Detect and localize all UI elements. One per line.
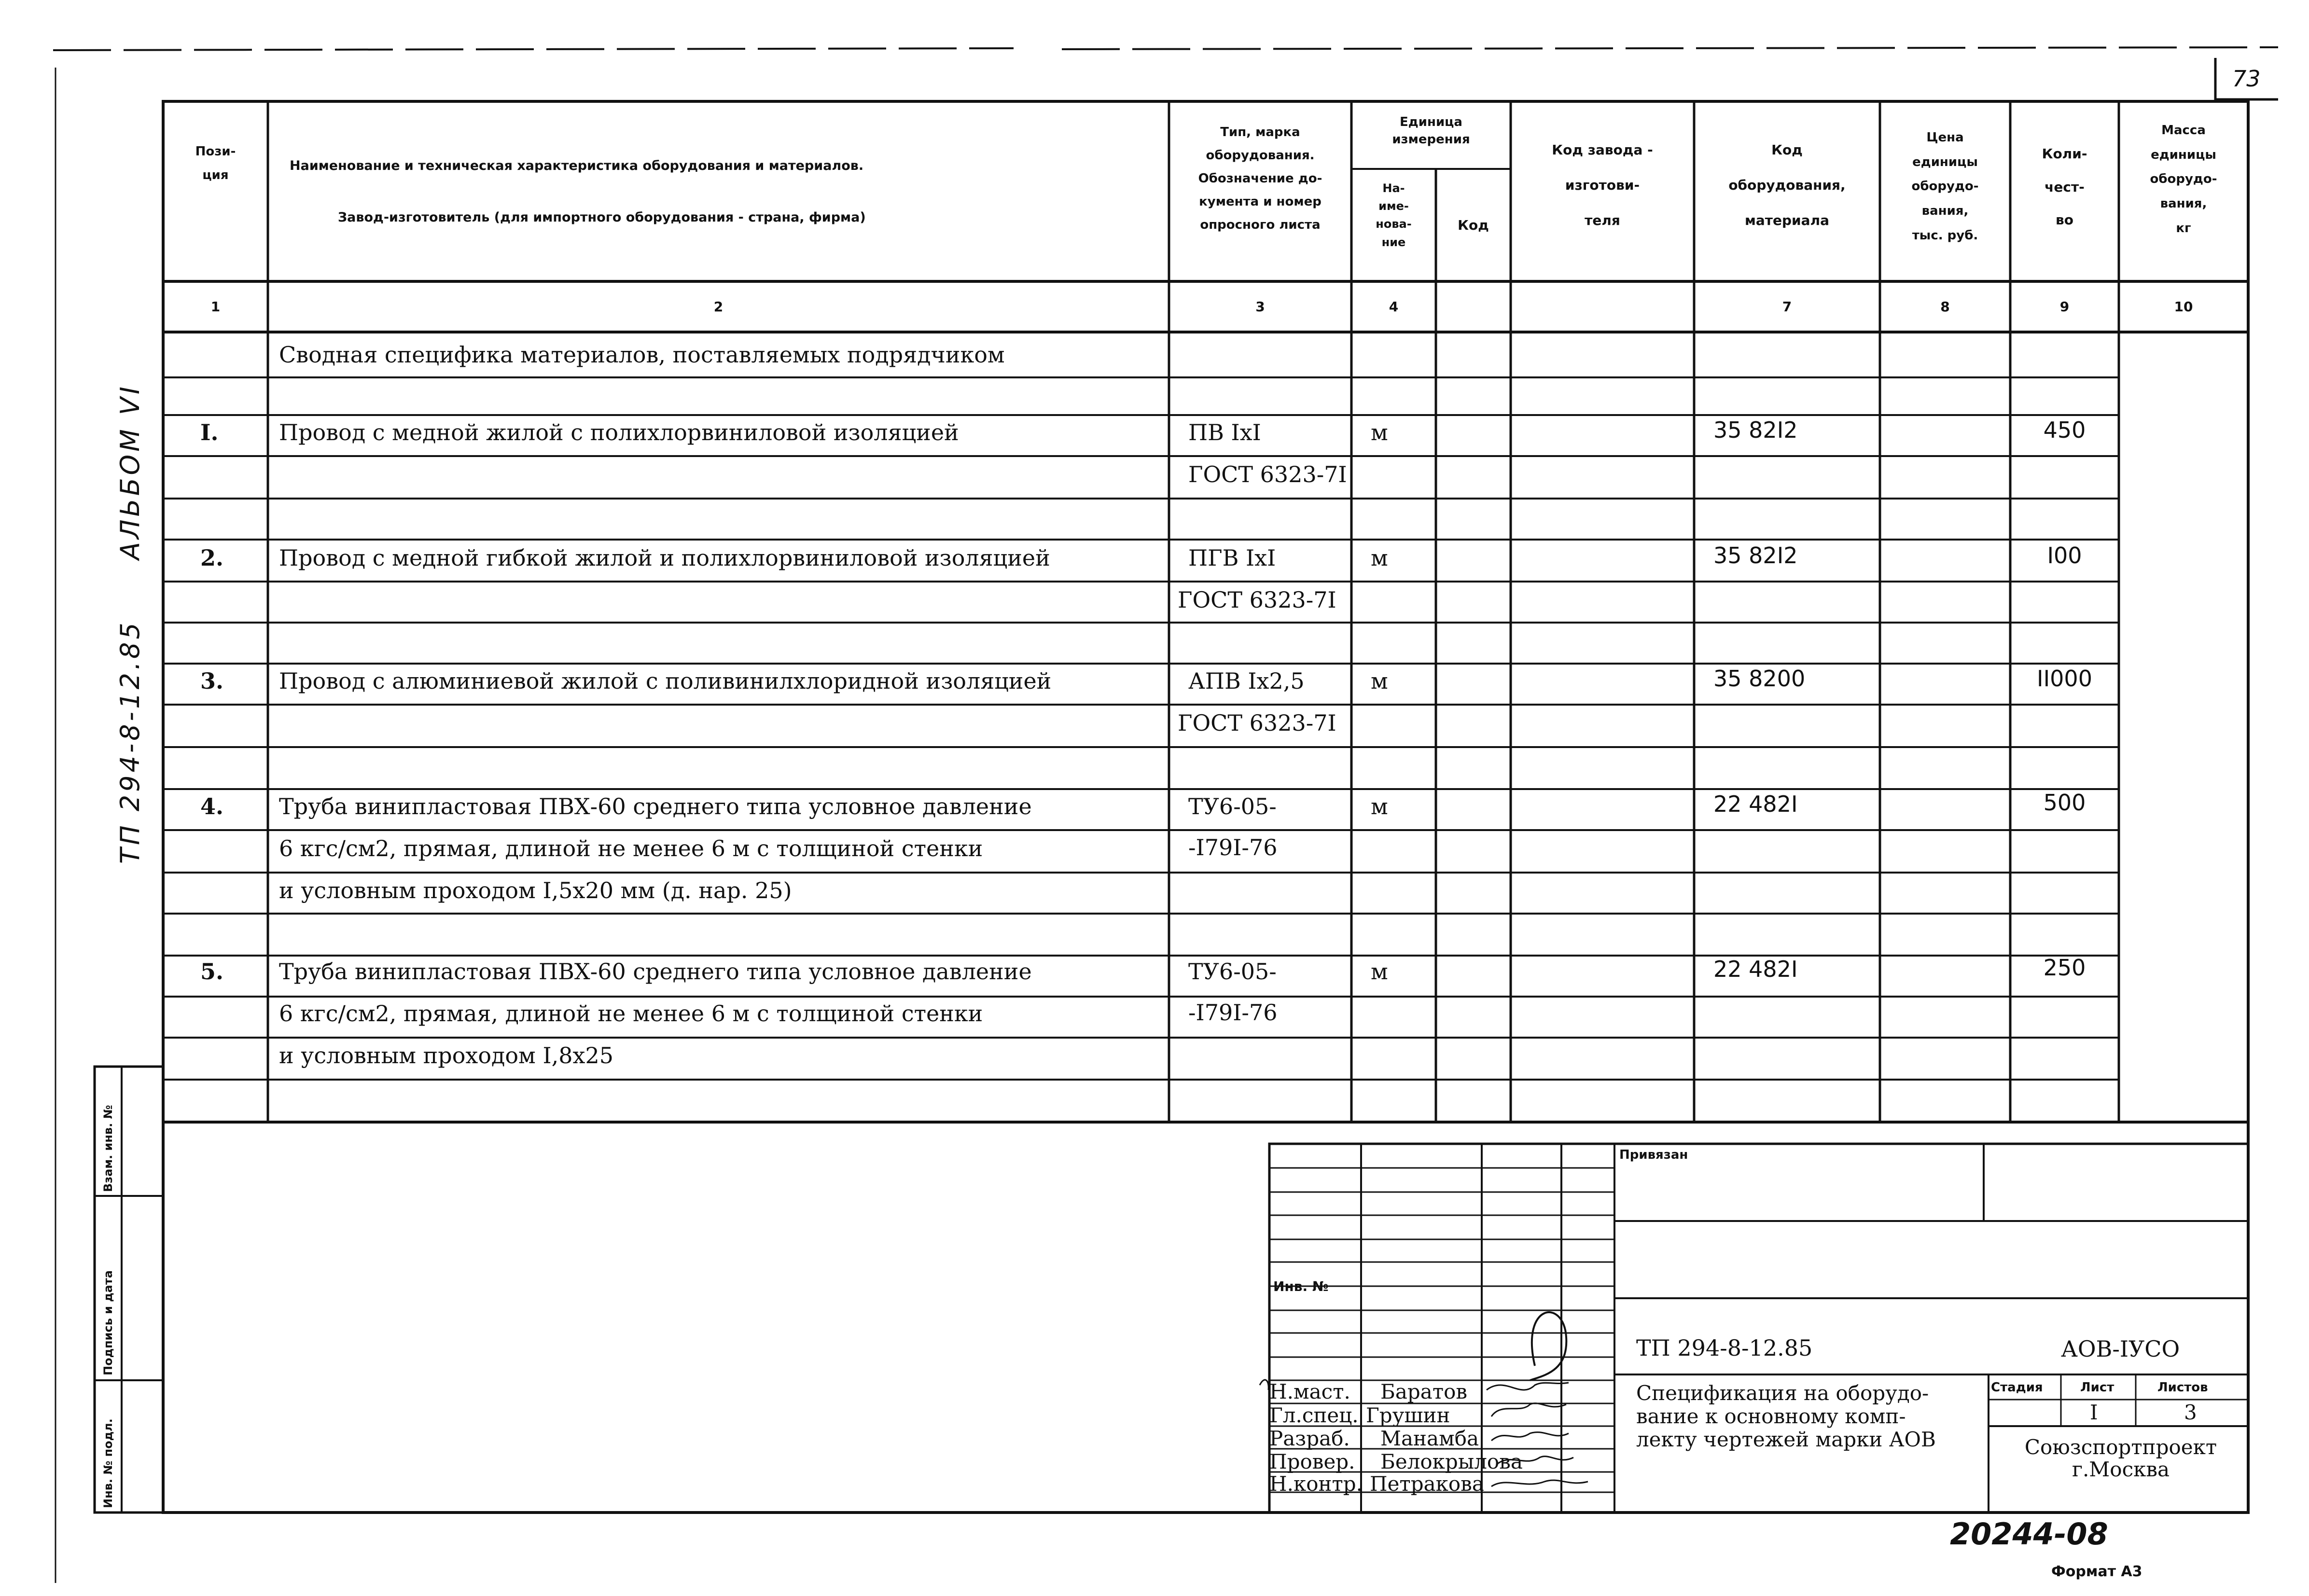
item-2-quantity: I00 bbox=[2047, 542, 2082, 569]
sheets-label: Листов bbox=[2157, 1380, 2208, 1395]
page-number: 73 bbox=[2232, 66, 2261, 92]
header-mass: Масса единицы оборудо- вания, кг bbox=[2150, 123, 2217, 236]
inv-no-label: Инв. № bbox=[1273, 1278, 1329, 1294]
header-type: Тип, марка оборудования. Обозначение до- кумента и номер опросного листа bbox=[1198, 125, 1322, 233]
item-2-name: Провод с медной гибкой жилой и полихлорвиниловой изоляцией bbox=[279, 545, 1050, 571]
header-position: Пози- ция bbox=[195, 144, 236, 183]
sheet-value: I bbox=[2090, 1401, 2098, 1424]
colnum-9: 9 bbox=[2059, 299, 2070, 315]
item-4-name-line1: Труба винипластовая ПВХ-60 среднего типа условное давление bbox=[279, 793, 1032, 819]
sign-name-5: Петракова bbox=[1370, 1472, 1484, 1496]
header-name-line1: Наименование и техническая характеристика оборудования и материалов. bbox=[290, 158, 864, 173]
header-price: Цена единицы оборудо- вания, тыс. руб. bbox=[1911, 130, 1979, 243]
project-label: ТП 294-8-12.85 bbox=[115, 620, 145, 864]
item-3-unit: м bbox=[1371, 668, 1388, 694]
colnum-2: 2 bbox=[713, 299, 723, 315]
item-1-type: ПВ IxI bbox=[1188, 419, 1261, 445]
item-5-standard: -I79I-76 bbox=[1188, 999, 1278, 1026]
colnum-1: 1 bbox=[210, 299, 221, 315]
item-2-standard: ГОСТ 6323-7I bbox=[1178, 587, 1336, 613]
item-1-standard: ГОСТ 6323-7I bbox=[1188, 461, 1347, 487]
colnum-3: 3 bbox=[1255, 299, 1265, 315]
item-4-name-line2: 6 кгс/см2, прямая, длиной не менее 6 м с толщиной стенки bbox=[279, 835, 983, 861]
item-3-name: Провод с алюминиевой жилой с поливинилхлоридной изоляцией bbox=[279, 668, 1052, 694]
sign-role-4: Провер. bbox=[1269, 1450, 1355, 1473]
header-quantity: Коли- чест- во bbox=[2042, 146, 2087, 228]
item-4-position: 4. bbox=[200, 793, 224, 819]
item-3-code: 35 8200 bbox=[1713, 666, 1806, 692]
sheets-value: 3 bbox=[2184, 1401, 2197, 1424]
item-1-quantity: 450 bbox=[2043, 417, 2086, 443]
colnum-7: 7 bbox=[1782, 299, 1792, 315]
stage-label: Стадия bbox=[1991, 1380, 2043, 1395]
sign-role-3: Разраб. bbox=[1269, 1427, 1350, 1450]
section-title: Сводная специфика материалов, поставляемых подрядчиком bbox=[279, 342, 1005, 368]
item-5-type: ТУ6-05- bbox=[1188, 958, 1277, 985]
item-5-name-line3: и условным проходом I,8х25 bbox=[279, 1042, 613, 1069]
item-4-unit: м bbox=[1371, 793, 1388, 819]
organization-city: г.Москва bbox=[2072, 1457, 2170, 1481]
item-3-standard: ГОСТ 6323-7I bbox=[1178, 710, 1336, 736]
item-3-quantity: II000 bbox=[2037, 666, 2092, 692]
item-5-unit: м bbox=[1371, 958, 1388, 985]
item-4-name-line3: и условным проходом I,5х20 мм (д. нар. 25) bbox=[279, 877, 792, 903]
item-4-standard: -I79I-76 bbox=[1188, 834, 1278, 860]
colnum-4: 4 bbox=[1389, 299, 1399, 315]
stamp-inv-podl: Инв. № подл. bbox=[101, 1418, 115, 1508]
sign-name-3: Манамба bbox=[1380, 1427, 1479, 1450]
item-5-name-line1: Труба винипластовая ПВХ-60 среднего типа условное давление bbox=[279, 958, 1032, 985]
stamp-podpis-data: Подпись и дата bbox=[101, 1270, 115, 1375]
item-2-position: 2. bbox=[200, 545, 224, 571]
header-factory-code: Код завода - изготови- теля bbox=[1552, 142, 1653, 228]
item-5-position: 5. bbox=[200, 958, 224, 985]
header-unit-name: На- име- нова- ние bbox=[1376, 181, 1412, 249]
item-4-quantity: 500 bbox=[2043, 790, 2086, 816]
sign-role-1: Н.маст. bbox=[1269, 1380, 1350, 1403]
sign-role-2: Гл.спец. bbox=[1269, 1403, 1359, 1427]
archive-number: 20244-08 bbox=[1950, 1516, 2108, 1552]
doc-code: ТП 294-8-12.85 bbox=[1636, 1335, 1813, 1361]
item-2-code: 35 82I2 bbox=[1713, 542, 1798, 569]
item-1-position: I. bbox=[200, 419, 219, 445]
header-unit: Единица измерения bbox=[1392, 115, 1470, 147]
album-label: АЛЬБОМ VI bbox=[115, 384, 145, 560]
item-4-code: 22 482I bbox=[1713, 791, 1798, 817]
header-name-line2: Завод-изготовитель (для импортного оборудования - страна, фирма) bbox=[338, 210, 866, 225]
colnum-10: 10 bbox=[2174, 299, 2193, 315]
description-line3: лекту чертежей марки АОВ bbox=[1636, 1428, 1936, 1451]
item-5-code: 22 482I bbox=[1713, 956, 1798, 982]
item-3-type: АПВ Ix2,5 bbox=[1188, 668, 1305, 694]
item-1-unit: м bbox=[1371, 419, 1388, 445]
item-2-type: ПГВ IxI bbox=[1188, 545, 1276, 571]
organization-name: Союзспортпроект bbox=[2024, 1435, 2217, 1459]
item-4-type: ТУ6-05- bbox=[1188, 793, 1277, 819]
item-5-quantity: 250 bbox=[2043, 955, 2086, 981]
item-1-code: 35 82I2 bbox=[1713, 417, 1798, 443]
header-unit-code: Код bbox=[1458, 217, 1489, 233]
header-equipment-code: Код оборудования, материала bbox=[1728, 142, 1846, 228]
stamp-vzam-inv: Взам. инв. № bbox=[101, 1105, 115, 1192]
sign-name-4: Белокрылова bbox=[1380, 1450, 1523, 1473]
item-2-unit: м bbox=[1371, 545, 1388, 571]
sign-role-5: Н.контр. bbox=[1269, 1472, 1363, 1496]
description-line1: Спецификация на оборудо- bbox=[1636, 1381, 1929, 1405]
item-1-name: Провод с медной жилой с полихлорвиниловой изоляцией bbox=[279, 419, 959, 445]
colnum-8: 8 bbox=[1940, 299, 1950, 315]
item-3-position: 3. bbox=[200, 668, 224, 694]
format-label: Формат А3 bbox=[2051, 1563, 2142, 1580]
sign-name-1: Баратов bbox=[1380, 1380, 1467, 1403]
sign-name-2: Грушин bbox=[1366, 1403, 1450, 1427]
sheet-label: Лист bbox=[2080, 1380, 2114, 1395]
description-line2: вание к основному комп- bbox=[1636, 1404, 1906, 1428]
item-5-name-line2: 6 кгс/см2, прямая, длиной не менее 6 м с толщиной стенки bbox=[279, 1000, 983, 1027]
document-mark: АОВ-IУСО bbox=[2061, 1336, 2180, 1362]
privyazan-label: Привязан bbox=[1619, 1148, 1688, 1162]
